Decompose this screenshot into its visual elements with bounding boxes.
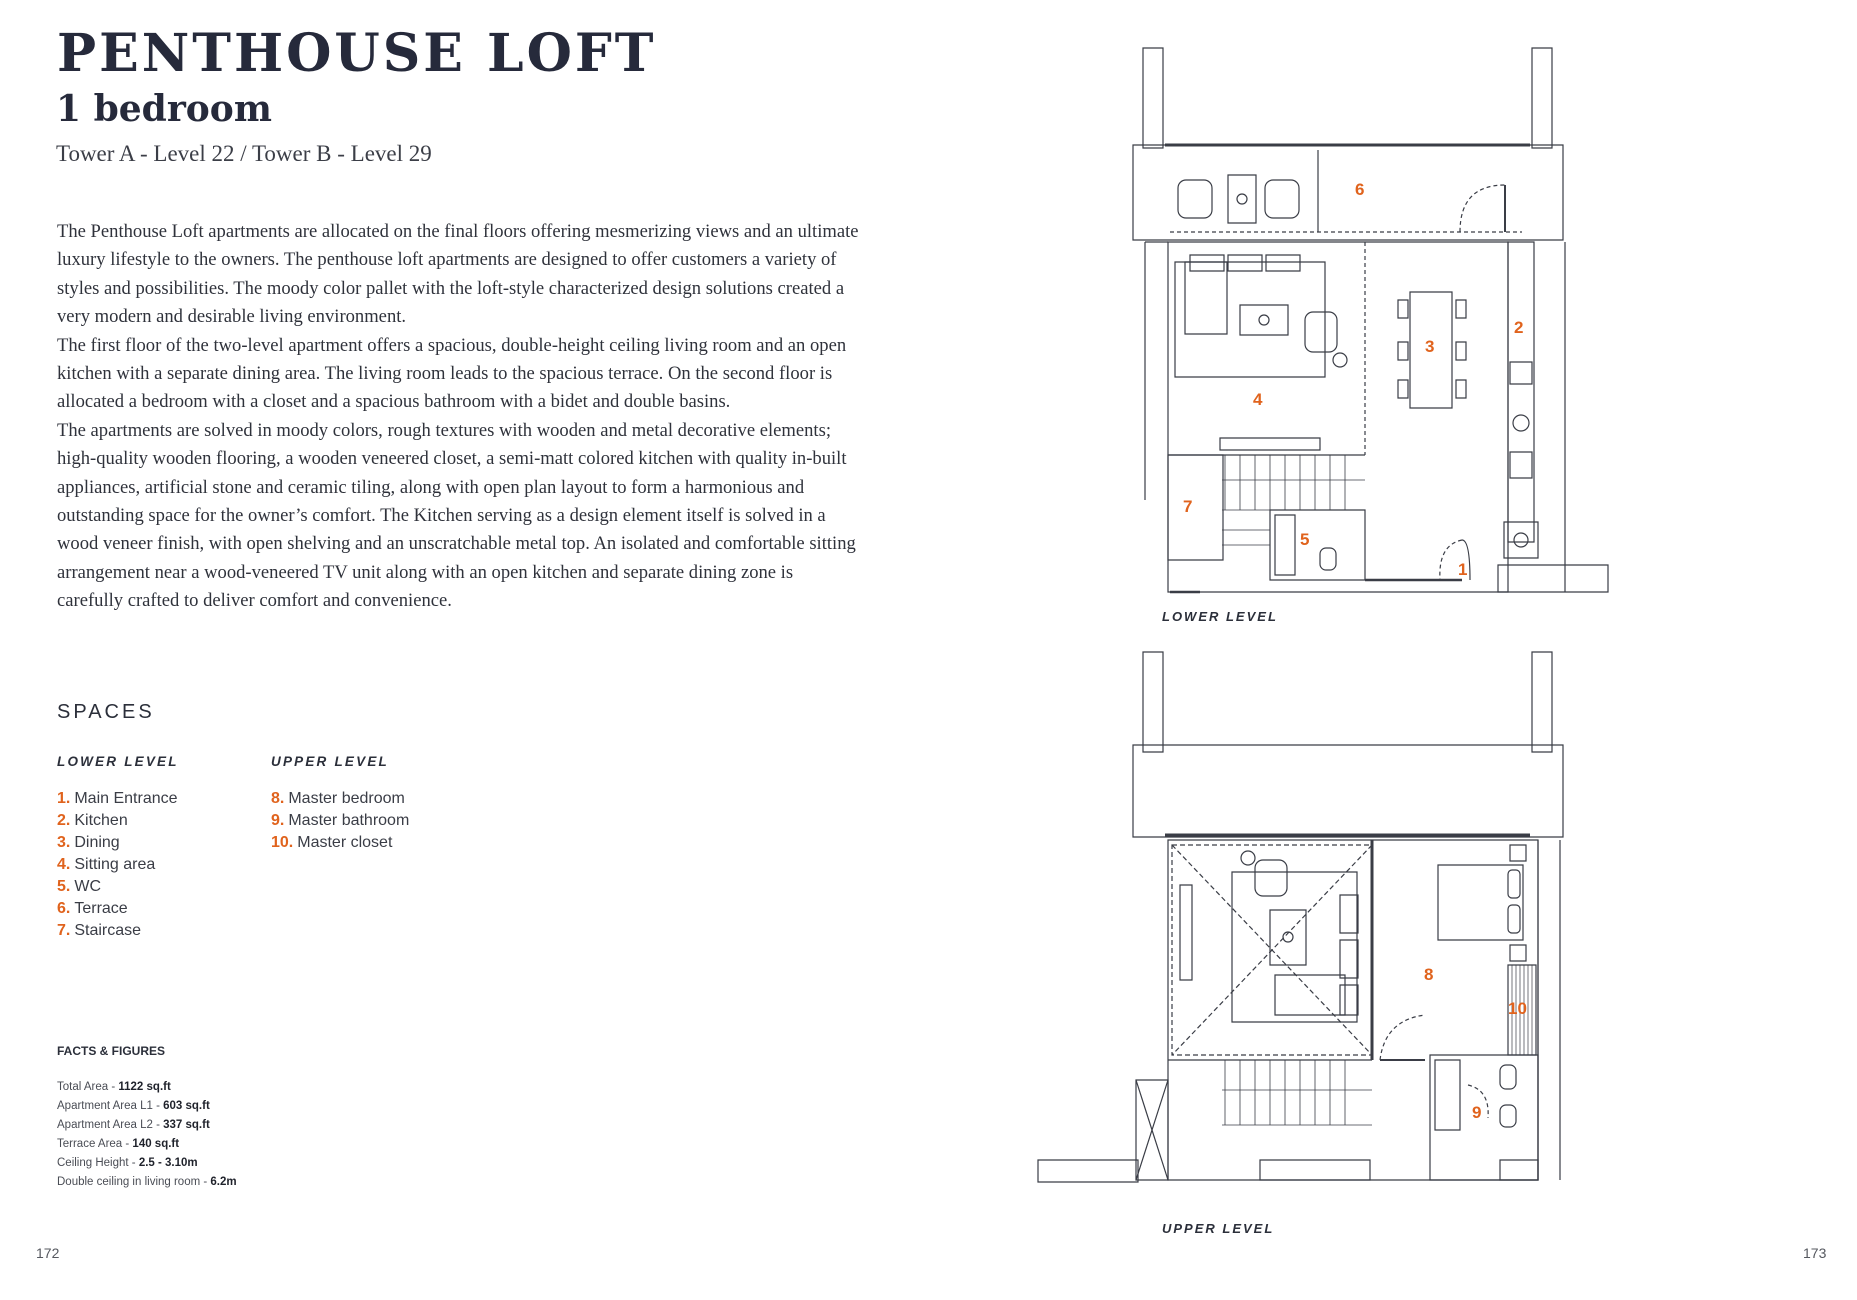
space-label: Kitchen	[74, 812, 128, 829]
room-number: 6	[1355, 180, 1365, 199]
list-item	[57, 854, 178, 876]
space-number: 5.	[57, 878, 71, 895]
armchair	[1305, 312, 1337, 352]
lower-level-floor-plan	[1030, 40, 1630, 600]
fact-row	[57, 1135, 237, 1154]
room-number: 4	[1253, 390, 1263, 409]
space-label: WC	[74, 878, 101, 895]
list-item	[57, 832, 178, 854]
side-table	[1228, 175, 1256, 223]
space-label: Sitting area	[74, 856, 156, 873]
fact-value: 1122 sq.ft	[118, 1081, 171, 1093]
room-number: 2	[1514, 318, 1524, 337]
room-number: 9	[1472, 1103, 1482, 1122]
toilet	[1500, 1065, 1516, 1089]
double-basin	[1435, 1060, 1460, 1130]
room-number: 3	[1425, 337, 1435, 356]
chair	[1178, 180, 1212, 218]
room-number: 1	[1458, 560, 1468, 579]
fact-value: 2.5 - 3.10m	[138, 1157, 198, 1169]
fact-value: 337 sq.ft	[163, 1119, 210, 1131]
sofa	[1185, 262, 1227, 334]
space-number: 3.	[57, 834, 71, 851]
fridge	[1504, 522, 1538, 558]
room-number: 5	[1300, 530, 1310, 549]
space-number: 2.	[57, 812, 71, 829]
page-title: PENTHOUSE LOFT	[57, 23, 657, 84]
list-item	[57, 898, 178, 920]
list-item	[57, 876, 178, 898]
description	[57, 218, 862, 616]
space-label: Main Entrance	[74, 790, 178, 807]
column	[1532, 652, 1552, 752]
facts-heading: FACTS & FIGURES	[57, 1044, 166, 1058]
upper-level-plan-label: UPPER LEVEL	[1162, 1221, 1275, 1236]
space-label: Dining	[74, 834, 120, 851]
kitchen-counter	[1508, 242, 1534, 542]
lower-level-plan-label: LOWER LEVEL	[1162, 609, 1278, 624]
page-number-right: 173	[1803, 1245, 1827, 1261]
fact-value: 140 sq.ft	[132, 1138, 180, 1150]
space-label: Master bedroom	[288, 790, 405, 807]
room-number: 10	[1508, 999, 1527, 1018]
space-number: 7.	[57, 922, 71, 939]
fact-row	[57, 1173, 237, 1192]
fact-label: Terrace Area -	[57, 1138, 133, 1150]
upper-level-heading: UPPER LEVEL	[271, 754, 389, 769]
sitting-rug-below	[1232, 872, 1357, 1022]
bathroom	[1430, 1055, 1538, 1180]
space-number: 6.	[57, 900, 71, 917]
fact-label: Ceiling Height -	[57, 1157, 139, 1169]
room-number: 8	[1424, 965, 1434, 984]
lower-level-list	[57, 788, 178, 942]
description-paragraph: The first floor of the two-level apartment offers a spacious, double-height ceiling living room and an open kitchen with a separate dining area. The living room leads to the spacious terrace. On the second floor is allocated a bedroom with a closet and a spacious bathroom with a bidet and double basins.	[57, 334, 847, 413]
wc-room	[1270, 510, 1365, 580]
space-number: 10.	[271, 834, 294, 851]
fact-label: Total Area -	[57, 1081, 119, 1093]
entrance-cabinet	[1498, 565, 1608, 592]
facts-list	[57, 1078, 237, 1192]
space-number: 1.	[57, 790, 71, 807]
space-number: 9.	[271, 812, 285, 829]
column	[1143, 652, 1163, 752]
fact-label: Apartment Area L1 -	[57, 1100, 164, 1112]
space-label: Terrace	[74, 900, 128, 917]
void-outline	[1133, 745, 1563, 837]
description-paragraph: The Penthouse Loft apartments are allocated on the final floors offering mesmerizing views and an ultimate luxury lifestyle to the owners. The penthouse loft apartments are designed to offer customers a variety of styles and possibilities. The moody color pallet with the loft-style characterized design solutions created a very modern and desirable living environment.	[57, 221, 859, 328]
fact-label: Apartment Area L2 -	[57, 1119, 164, 1131]
upper-level-floor-plan	[1030, 645, 1630, 1205]
column	[1143, 48, 1163, 148]
list-item	[271, 832, 409, 854]
lower-level-heading: LOWER LEVEL	[57, 754, 179, 769]
bidet	[1500, 1105, 1516, 1127]
wc-basin	[1275, 515, 1295, 575]
room-number: 7	[1183, 497, 1193, 516]
fact-row	[57, 1116, 237, 1135]
page-number-left: 172	[36, 1245, 60, 1261]
terrace-outline	[1133, 145, 1563, 240]
staircase-landing	[1168, 455, 1223, 560]
fact-value: 603 sq.ft	[163, 1100, 210, 1112]
balustrade	[1038, 1160, 1138, 1182]
upper-apartment-outline	[1168, 840, 1538, 1180]
list-item	[271, 810, 409, 832]
tower-levels: Tower A - Level 22 / Tower B - Level 29	[56, 141, 432, 166]
space-label: Master bathroom	[288, 812, 410, 829]
upper-level-list	[271, 788, 409, 854]
fact-row	[57, 1078, 237, 1097]
list-item	[57, 920, 178, 942]
column	[1532, 48, 1552, 148]
space-number: 4.	[57, 856, 71, 873]
list-item	[57, 788, 178, 810]
space-number: 8.	[271, 790, 285, 807]
lower-apartment-outline	[1168, 242, 1508, 592]
spaces-heading: SPACES	[57, 701, 155, 723]
fact-value: 6.2m	[210, 1176, 237, 1188]
tv-unit	[1180, 885, 1192, 980]
description-paragraph: The apartments are solved in moody colors, rough textures with wooden and metal decorative elements; high-quality wooden flooring, a wooden veneered closet, a semi-matt colored kitchen with quality in-built appliances, artificial stone and ceramic tiling, along with open plan layout to form a harmonious and outstanding space for the owner’s comfort. The Kitchen serving as a design element itself is solved in a wood veneer finish, with open shelving and an unscratchable metal top. An isolated and comfortable sitting arrangement near a wood-veneered TV unit along with an open kitchen and separate dining zone is carefully crafted to deliver comfort and convenience.	[57, 419, 856, 612]
coffee-table	[1240, 305, 1288, 335]
bed	[1438, 865, 1523, 940]
sitting-rug	[1175, 262, 1325, 377]
tv-unit	[1220, 438, 1320, 450]
space-label: Staircase	[74, 922, 142, 939]
space-label: Master closet	[297, 834, 393, 851]
bedroom-count: 1 bedroom	[56, 88, 272, 130]
fact-label: Double ceiling in living room -	[57, 1176, 211, 1188]
fact-row	[57, 1097, 237, 1116]
list-item	[271, 788, 409, 810]
toilet	[1320, 548, 1336, 570]
list-item	[57, 810, 178, 832]
chair	[1265, 180, 1299, 218]
fact-row	[57, 1154, 237, 1173]
